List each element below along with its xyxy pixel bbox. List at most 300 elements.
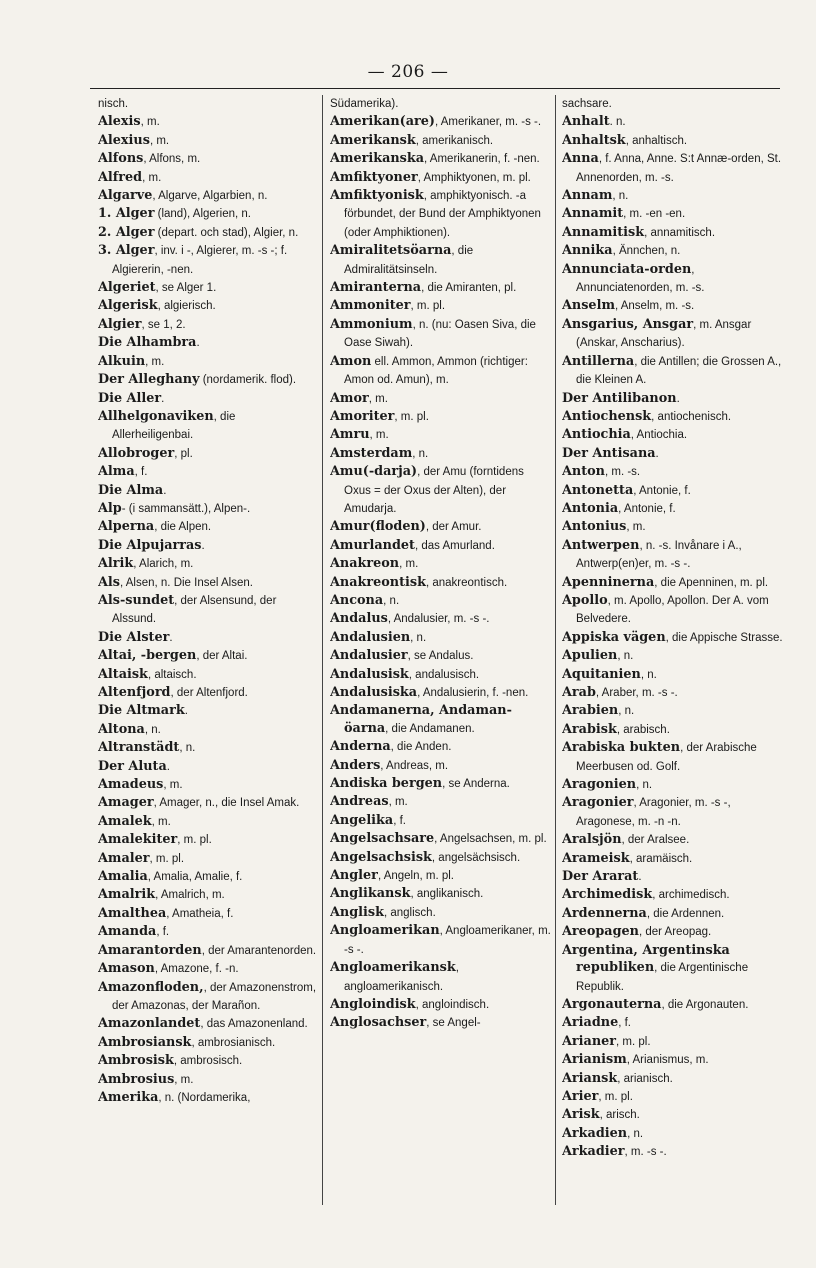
entry-headword: Annamitisk (562, 224, 645, 240)
entry-definition: , m. (388, 796, 408, 809)
dictionary-entry (562, 463, 784, 481)
entry-headword: Amerika (98, 1089, 159, 1105)
entry-headword: Andiska bergen (330, 776, 443, 792)
entry-headword: Antillerna (562, 353, 635, 369)
entry-headword: Amfiktyoner (330, 169, 418, 185)
dictionary-entry (98, 574, 318, 592)
entry-definition: , f. (618, 1017, 631, 1030)
entry-definition: , Antonie, f. (618, 502, 676, 515)
entry-headword: Anakreontisk (330, 574, 426, 590)
entry-headword: Anakreon (330, 556, 400, 572)
entry-headword: Algier (98, 316, 142, 332)
entry-headword: Ancona (330, 592, 384, 608)
entry-definition: , m. (369, 429, 389, 442)
dictionary-entry (98, 150, 318, 168)
entry-headword: Amalrik (98, 887, 156, 903)
entry-headword: Angelika (330, 812, 394, 828)
entry-definition: , n. (640, 668, 657, 681)
dictionary-entry (330, 390, 552, 408)
entry-headword: Altai, -bergen (98, 648, 197, 664)
entry-headword: Aragonier (562, 795, 634, 811)
entry-headword: Angloamerikan (330, 923, 440, 939)
dictionary-entry (330, 132, 552, 150)
entry-definition: , die Amiranten, pl. (421, 282, 517, 295)
entry-definition: , der Areopag. (638, 926, 712, 939)
entry-headword: Ardennerna (562, 905, 647, 921)
dictionary-entry (330, 885, 552, 903)
dictionary-entry (562, 1070, 784, 1088)
entry-definition: , angelsächsisch. (431, 851, 521, 864)
entry-headword: Amalek (98, 813, 152, 829)
dictionary-entry (330, 757, 552, 775)
dictionary-entry (330, 666, 552, 684)
entry-definition: , n. (nu: Oasen Siva, die Oase Siwah). (344, 318, 536, 350)
dictionary-entry (98, 702, 318, 720)
page-number: — 206 — (367, 62, 449, 82)
entry-definition: , n. (617, 650, 634, 663)
entry-definition: , m. (140, 116, 160, 129)
entry-definition: , der Amu (forntidens Oxus = der Oxus der Alten), der Amudarja. (344, 466, 524, 515)
entry-headword: Areopagen (562, 924, 639, 940)
entry-definition: . (676, 392, 680, 405)
entry-headword: Arianer (562, 1033, 617, 1049)
dictionary-entry (562, 224, 784, 242)
dictionary-entry (562, 537, 784, 574)
entry-headword: Amru (330, 427, 370, 443)
entry-headword: Angloindisk (330, 996, 416, 1012)
dictionary-entry (98, 666, 318, 684)
entry-definition: , m. -s -. (624, 1146, 667, 1159)
entry-headword: Amu(-darja) (330, 464, 418, 480)
dictionary-entry (98, 518, 318, 536)
entry-definition: , die Apenninen, m. pl. (654, 576, 769, 589)
dictionary-entry (562, 850, 784, 868)
entry-definition: . (655, 447, 659, 460)
dictionary-entry (330, 647, 552, 665)
entry-headword: Anglikansk (330, 886, 411, 902)
entry-definition: , das Amazonenland. (200, 1018, 308, 1031)
entry-headword: Amaler (98, 850, 150, 866)
dictionary-entry (562, 113, 784, 131)
entry-definition: , m. (149, 134, 170, 147)
dictionary-entry (562, 794, 784, 831)
entry-definition: . (169, 631, 173, 644)
entry-headword: Die Aller (98, 390, 162, 406)
entry-headword: Alfred (98, 169, 143, 185)
entry-definition: , die Argentinische Republik. (576, 962, 749, 993)
entry-definition: , Angelsachsen, m. pl. (434, 833, 547, 846)
dictionary-entry (98, 95, 318, 113)
dictionary-entry (330, 996, 552, 1014)
entry-headword: Anton (562, 464, 605, 480)
entry-headword: Amanda (98, 924, 157, 940)
entry-definition: , m. pl. (410, 300, 446, 313)
entry-headword: Angler (330, 868, 378, 884)
entry-definition: , n. (383, 594, 400, 607)
entry-headword: Andalusisk (330, 666, 409, 682)
dictionary-entry (562, 868, 784, 886)
dictionary-entry (98, 1015, 318, 1033)
entry-definition: , n. (412, 447, 429, 460)
entry-headword: 3. Alger (98, 243, 155, 259)
dictionary-entry (562, 702, 784, 720)
entry-headword: Amiralitetsöarna (330, 243, 452, 259)
dictionary-entry (98, 739, 318, 757)
entry-definition: , n. (612, 190, 629, 203)
entry-headword: Altenfjord (98, 685, 171, 700)
entry-headword: Anderna (330, 739, 391, 755)
dictionary-entry (330, 922, 552, 959)
entry-definition: , n. (179, 742, 196, 755)
entry-headword: Angloamerikansk (330, 960, 456, 976)
dictionary-entry (562, 996, 784, 1014)
dictionary-entry (562, 666, 784, 684)
dictionary-entry (98, 1089, 318, 1107)
dictionary-entry (98, 721, 318, 739)
entry-headword: Alma (98, 464, 135, 480)
dictionary-entry (330, 849, 552, 867)
entry-headword: Alexis (98, 114, 141, 130)
dictionary-entry (330, 684, 552, 702)
entry-definition: , n. (627, 1127, 644, 1140)
entry-definition: , der Aralsee. (621, 834, 690, 847)
entry-headword: Andreas (330, 794, 389, 810)
dictionary-entry (562, 629, 784, 647)
dictionary-entry (98, 537, 318, 555)
entry-headword: Amon (330, 353, 372, 369)
entry-definition: , Algarve, Algarbien, n. (152, 190, 268, 203)
entry-definition: , n. -s. Invånare i A., Antwerp(en)er, m. -s -. (576, 539, 742, 571)
entry-headword: Antonius (562, 519, 627, 535)
dictionary-entry (98, 113, 318, 131)
entry-definition: , m. (163, 779, 183, 792)
dictionary-entry (562, 390, 784, 408)
dictionary-entry (330, 279, 552, 297)
dictionary-entry (562, 1014, 784, 1032)
entry-definition: , m. pl. (394, 410, 429, 423)
dictionary-entry (98, 371, 318, 389)
dictionary-entry (98, 224, 318, 242)
dictionary-entry (98, 979, 318, 1016)
entry-definition: , n. (Nordamerika, (158, 1091, 251, 1104)
dictionary-entry (330, 445, 552, 463)
dictionary-entry (98, 316, 318, 334)
dictionary-entry (330, 592, 552, 610)
entry-headword: Anselm (562, 298, 615, 314)
entry-headword: Amalthea (98, 905, 167, 921)
entry-definition: , Aragonier, m. -s -, Aragonese, m. -n -n. (576, 797, 731, 828)
dictionary-entry (330, 242, 552, 279)
entry-headword: Andalusier (330, 648, 408, 664)
entry-headword: Arabisk (562, 721, 617, 737)
entry-headword: Apenninerna (562, 574, 655, 590)
dictionary-entry (98, 592, 318, 629)
dictionary-entry (98, 850, 318, 868)
entry-headword: Amazonlandet (98, 1016, 201, 1032)
dictionary-entry (98, 463, 318, 481)
entry-definition: , der Arabische Meerbusen od. Golf. (576, 742, 757, 773)
entry-definition: , die Allerheiligenbai. (112, 410, 236, 442)
dictionary-entry (98, 923, 318, 941)
entry-headword: Altaisk (98, 666, 148, 682)
entry-headword: Amalia (98, 869, 148, 885)
entry-definition: , Amatheia, f. (166, 907, 234, 920)
dictionary-entry (330, 904, 552, 922)
entry-definition: , die Alpen. (154, 521, 212, 534)
entry-definition: , m. (174, 1073, 194, 1086)
entry-headword: Angelsachsare (330, 831, 435, 847)
entry-definition: (depart. och stad), Algier, n. (154, 226, 299, 239)
entry-definition: , m. pl. (149, 852, 185, 865)
dictionary-entry (562, 923, 784, 941)
entry-headword: Andalusien (330, 629, 411, 645)
dictionary-entry (98, 776, 318, 794)
entry-headword: Amurlandet (330, 537, 415, 553)
dictionary-entry (98, 905, 318, 923)
entry-headword: Annamit (562, 206, 624, 222)
dictionary-entry (562, 353, 784, 390)
entry-headword: Apulien (562, 648, 618, 664)
dictionary-entry (562, 95, 784, 113)
entry-headword: Amfiktyonisk (330, 188, 424, 204)
dictionary-entry (330, 408, 552, 426)
entry-definition: , archimedisch. (652, 889, 730, 902)
entry-headword: Archimedisk (562, 887, 653, 903)
entry-definition: , arianisch. (617, 1072, 673, 1085)
dictionary-entry (562, 647, 784, 665)
dictionary-entry (562, 776, 784, 794)
dictionary-entry (98, 1071, 318, 1089)
entry-headword: Ammoniter (330, 298, 411, 314)
dictionary-entry (330, 1014, 552, 1032)
entry-headword: Alrik (98, 556, 134, 572)
dictionary-entry (98, 390, 318, 408)
dictionary-entry (562, 1033, 784, 1051)
column-divider (555, 95, 556, 1205)
entry-definition: . (166, 760, 170, 773)
entry-headword: Andalus (330, 611, 388, 627)
entry-headword: Alkuin (98, 353, 146, 369)
dictionary-entry (562, 316, 784, 353)
entry-headword: Anna (562, 151, 599, 167)
dictionary-entry (562, 242, 784, 260)
entry-headword: Ariadne (562, 1015, 619, 1031)
entry-definition: ell. Ammon, Ammon (richtiger: Amon od. Amun), m. (344, 355, 528, 387)
dictionary-entry (562, 592, 784, 629)
entry-definition: . (638, 871, 642, 884)
dictionary-entry (98, 187, 318, 205)
entry-headword: Der Alleghany (98, 372, 200, 388)
entry-definition: , der Amur. (425, 521, 482, 534)
entry-headword: Annam (562, 188, 613, 204)
entry-headword: Alexius (98, 132, 150, 148)
entry-definition: , m. (151, 815, 171, 828)
entry-headword: Amadeus (98, 777, 164, 793)
entry-headword: Antwerpen (562, 537, 640, 553)
entry-definition: Südamerika). (330, 98, 399, 110)
entry-definition: , angloindisch. (415, 998, 490, 1011)
entry-definition: , m. Ansgar (Anskar, Anscharius). (576, 318, 752, 350)
entry-headword: Altona (98, 721, 145, 737)
dictionary-entry (98, 942, 318, 960)
entry-headword: Angelsachsisk (330, 849, 432, 865)
dictionary-entry (98, 758, 318, 776)
entry-definition: , Andalusier, m. -s -. (387, 613, 490, 626)
dictionary-entry (330, 297, 552, 315)
entry-definition: . (163, 484, 167, 497)
entry-definition: , Andalusierin, f. -nen. (417, 687, 529, 699)
dictionary-entry (98, 1052, 318, 1070)
entry-definition: , Alarich, m. (133, 558, 194, 571)
entry-headword: Ambrosius (98, 1071, 175, 1087)
entry-definition: , m. -en -en. (623, 208, 686, 221)
dictionary-entry (562, 886, 784, 904)
entry-definition: , m. -s. (604, 466, 641, 479)
entry-definition: , n. (636, 779, 653, 792)
entry-definition: (land), Algerien, n. (154, 208, 251, 221)
entry-definition: , se 1, 2. (141, 318, 186, 331)
entry-headword: Aragonien (562, 777, 637, 793)
entry-headword: Aquitanien (562, 666, 641, 682)
entry-headword: Amor (330, 390, 369, 406)
dictionary-entry (562, 426, 784, 444)
entry-definition: , Araber, m. -s -. (595, 687, 678, 699)
entry-definition: , algierisch. (157, 300, 216, 313)
entry-headword: Altranstädt (98, 740, 180, 756)
dictionary-entry (98, 813, 318, 831)
entry-definition: , m. Apollo, Apollon. Der A. vom Belvedere. (576, 594, 769, 626)
dictionary-entry (330, 629, 552, 647)
entry-headword: Der Ararat (562, 869, 639, 885)
dictionary-entry (98, 647, 318, 665)
dictionary-entry (98, 482, 318, 500)
entry-definition: , Amager, n., die Insel Amak. (153, 797, 300, 810)
entry-definition: , anakreontisch. (425, 576, 508, 589)
dictionary-entry (562, 297, 784, 315)
entry-definition: , andalusisch. (408, 668, 480, 681)
entry-headword: Amarantorden (98, 942, 202, 958)
entry-headword: Amoriter (330, 408, 395, 424)
entry-headword: Amerikanska (330, 151, 425, 167)
entry-definition: . (184, 705, 188, 718)
entry-headword: Aralsjön (562, 832, 622, 848)
entry-headword: Ariansk (562, 1070, 618, 1086)
entry-headword: Amason (98, 961, 155, 977)
dictionary-entry (98, 960, 318, 978)
entry-definition: , antiochenisch. (651, 410, 732, 423)
dictionary-entry (562, 831, 784, 849)
dictionary-entry (562, 1143, 784, 1161)
entry-definition: , der Alsensund, der Alssund. (112, 594, 277, 626)
entry-definition: , die Antillen; die Grossen A., die Kleinen A. (576, 355, 782, 387)
dictionary-entry (98, 132, 318, 150)
entry-definition: , m. pl. (598, 1090, 633, 1103)
entry-definition: , annamitisch. (644, 226, 716, 239)
entry-headword: Alperna (98, 519, 155, 535)
entry-definition: sachsare. (562, 98, 612, 110)
dictionary-entry (98, 500, 318, 518)
dictionary-entry (330, 463, 552, 518)
entry-headword: Algeriet (98, 280, 156, 296)
entry-definition: , Alsen, n. Die Insel Alsen. (120, 576, 253, 589)
dictionary-entry (98, 169, 318, 187)
entry-definition: , Angloamerikaner, m. -s -. (344, 925, 551, 956)
dictionary-entry (98, 794, 318, 812)
entry-definition: , ambrosisch. (173, 1055, 243, 1068)
entry-definition: , die Anden. (390, 741, 452, 754)
entry-headword: Amerikan(are) (330, 114, 435, 130)
dictionary-column-3 (562, 95, 784, 1205)
entry-definition: , se Andalus. (407, 650, 474, 663)
entry-headword: Arianism (562, 1052, 627, 1068)
entry-definition: , f. (134, 466, 148, 479)
entry-headword: Der Antilibanon (562, 390, 677, 406)
dictionary-entry (330, 793, 552, 811)
entry-definition: , aramäisch. (629, 852, 693, 865)
dictionary-entry (562, 574, 784, 592)
entry-headword: Amazonfloden, (98, 979, 204, 995)
entry-headword: Anglosachser (330, 1015, 427, 1031)
dictionary-entry (562, 721, 784, 739)
entry-headword: Algarve (98, 188, 153, 204)
entry-headword: Allobroger (98, 445, 175, 461)
entry-headword: Der Aluta (98, 758, 167, 774)
entry-headword: Ammonium (330, 316, 413, 332)
dictionary-entry (330, 738, 552, 756)
entry-headword: 2. Alger (98, 224, 155, 240)
dictionary-entry (330, 702, 552, 738)
entry-definition: , pl. (174, 447, 193, 460)
entry-definition: , Angeln, m. pl. (377, 870, 455, 883)
dictionary-entry (330, 830, 552, 848)
dictionary-entry (98, 1034, 318, 1052)
entry-headword: Als-sundet (98, 592, 175, 608)
dictionary-entry (330, 316, 552, 353)
entry-headword: Allhelgonaviken (98, 408, 214, 424)
entry-headword: Anglisk (330, 904, 384, 920)
entry-headword: 1. Alger (98, 206, 155, 222)
entry-definition: , f. (156, 926, 170, 939)
dictionary-entry (330, 169, 552, 187)
dictionary-entry (562, 500, 784, 518)
entry-headword: Als (98, 574, 120, 590)
entry-definition: , inv. i -, Algierer, m. -s -; f. Algiererin, -nen. (112, 245, 288, 276)
dictionary-entry (562, 408, 784, 426)
dictionary-entry (98, 629, 318, 647)
dictionary-entry (98, 205, 318, 223)
dictionary-entry (562, 150, 784, 187)
dictionary-entry (562, 1051, 784, 1069)
entry-headword: Arabien (562, 703, 619, 719)
entry-headword: Arkadien (562, 1125, 628, 1141)
entry-headword: Amsterdam (330, 445, 413, 461)
entry-headword: Amalekiter (98, 832, 178, 848)
entry-headword: Argentina, Argentinska republiken (562, 942, 730, 976)
dictionary-entry (330, 775, 552, 793)
dictionary-entry (562, 1125, 784, 1143)
dictionary-entry (562, 518, 784, 536)
entry-headword: Algerisk (98, 298, 158, 314)
dictionary-entry (330, 537, 552, 555)
entry-headword: Annika (562, 243, 613, 259)
dictionary-column-2 (330, 95, 552, 1205)
entry-headword: Die Alster (98, 629, 170, 645)
entry-headword: Appiska vägen (562, 629, 666, 645)
entry-headword: Die Altmark (98, 703, 185, 719)
dictionary-entry (330, 867, 552, 885)
entry-definition: , Amazone, f. -n. (154, 963, 239, 976)
entry-definition: , n. (618, 705, 635, 718)
